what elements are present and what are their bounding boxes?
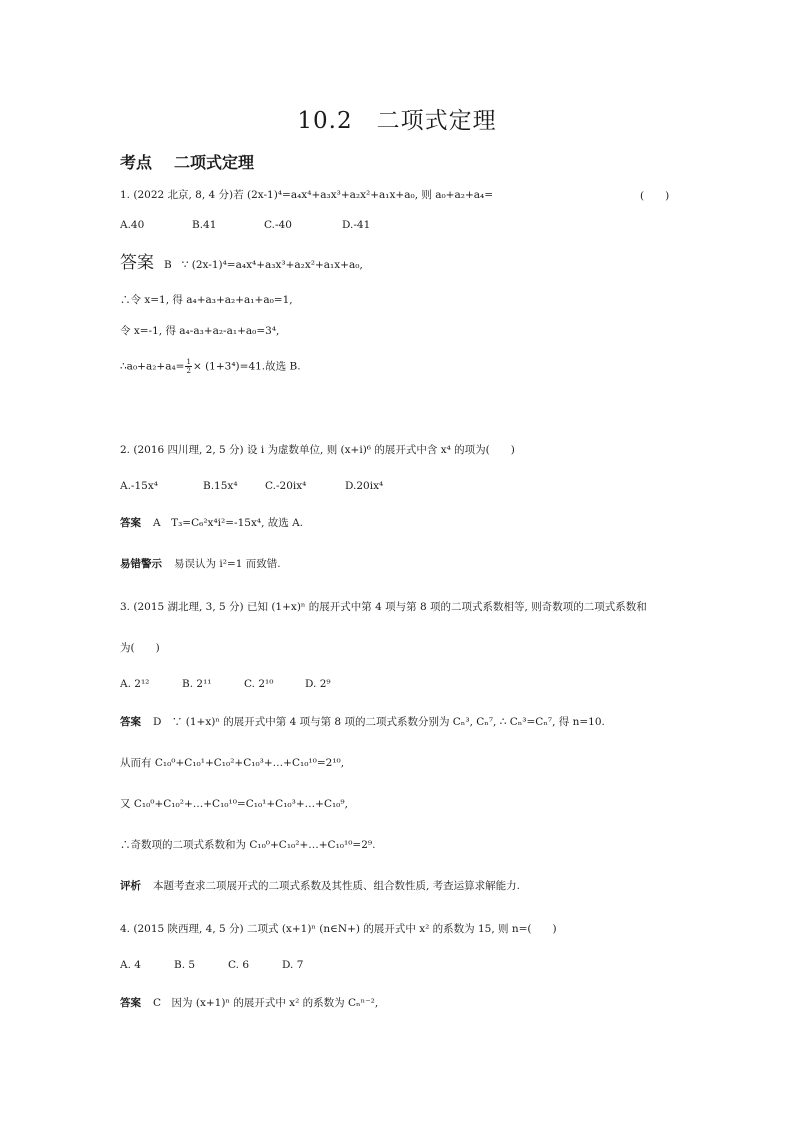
- q1-options: [120, 219, 370, 231]
- q1-answer-paren: ( ): [640, 190, 670, 202]
- q2-answer-label: 答案: [120, 517, 141, 529]
- q3-answer-label: 答案: [120, 716, 141, 728]
- q1-solution-line3: 令 x=-1, 得 a₄-a₃+a₂-a₁+a₀=3⁴,: [120, 325, 280, 337]
- q4-options: [120, 959, 303, 971]
- q3-comment-text: 本题考查求二项展开式的二项式系数及其性质、组合数性质, 考查运算求解能力.: [153, 880, 521, 892]
- fraction-numerator: 1: [186, 358, 191, 366]
- q3-option-b: B. 2¹¹: [182, 678, 212, 690]
- q2-option-a: A.-15x⁴: [120, 480, 158, 492]
- q2-note-label: 易错警示: [120, 558, 162, 570]
- q1-solution-line1: ∵ (2x-1)⁴=a₄x⁴+a₃x³+a₂x²+a₁x+a₀,: [181, 259, 363, 271]
- q4-answer-text: C 因为 (x+1)ⁿ 的展开式中 x² 的系数为 Cₙⁿ⁻²,: [153, 997, 379, 1009]
- section-topic: 二项式定理: [174, 153, 255, 172]
- q2-answer: [120, 516, 303, 530]
- fraction-denominator: 2: [186, 367, 191, 375]
- q2-answer-text: A T₃=C₆²x⁴i²=-15x⁴, 故选 A.: [153, 517, 304, 529]
- q2-options: [120, 480, 383, 492]
- q1-answer-letter: B: [164, 259, 172, 271]
- q4-option-a: A. 4: [120, 959, 141, 971]
- q3-answer: [120, 715, 605, 729]
- q1-option-d: D.-41: [342, 219, 371, 231]
- page-title: 10.2 二项式定理: [297, 108, 497, 134]
- q1-solution-line4: [120, 358, 301, 375]
- q4-question: 4. (2015 陕西理, 4, 5 分) 二项式 (x+1)ⁿ (n∈N+) 的展开式中 x² 的系数为 15, 则 n=( ): [120, 923, 557, 935]
- q3-answer-text: D ∵ (1+x)ⁿ 的展开式中第 4 项与第 8 项的二项式系数分别为 Cₙ³, Cₙ⁷, ∴ Cₙ³=Cₙ⁷, 得 n=10.: [153, 716, 605, 728]
- q3-solution-line2: 从而有 C₁₀⁰+C₁₀¹+C₁₀²+C₁₀³+…+C₁₀¹⁰=2¹⁰,: [120, 757, 345, 769]
- q2-question: 2. (2016 四川理, 2, 5 分) 设 i 为虚数单位, 则 (x+i)⁶ 的展开式中含 x⁴ 的项为( ): [120, 444, 515, 456]
- q1-question: 1. (2022 北京, 8, 4 分)若 (2x-1)⁴=a₄x⁴+a₃x³+a₂x²+a₁x+a₀, 则 a₀+a₂+a₄=: [120, 189, 494, 201]
- q1-answer: [120, 253, 363, 273]
- q3-option-a: A. 2¹²: [120, 678, 150, 690]
- q4-answer-label: 答案: [120, 997, 141, 1009]
- q1-option-c: C.-40: [264, 219, 292, 231]
- q1-option-a: A.40: [120, 219, 145, 231]
- q1-option-b: B.41: [192, 219, 217, 231]
- q1-solution-line2: ∴令 x=1, 得 a₄+a₃+a₂+a₁+a₀=1,: [120, 294, 293, 306]
- section-label: 考点: [120, 153, 153, 172]
- q2-option-b: B.15x⁴: [203, 480, 238, 492]
- q3-question-line1: 3. (2015 湖北理, 3, 5 分) 已知 (1+x)ⁿ 的展开式中第 4 项与第 8 项的二项式系数相等, 则奇数项的二项式系数和: [120, 601, 647, 613]
- q3-solution-line3: 又 C₁₀⁰+C₁₀²+…+C₁₀¹⁰=C₁₀¹+C₁₀³+…+C₁₀⁹,: [120, 798, 348, 810]
- q3-option-c: C. 2¹⁰: [244, 678, 274, 690]
- one-half-fraction: [185, 358, 191, 375]
- q1-solution-line4-start: ∴a₀+a₂+a₄=: [120, 360, 185, 373]
- q3-option-d: D. 2⁹: [305, 678, 331, 690]
- q3-options: [120, 678, 331, 690]
- q2-note-text: 易误认为 i²=1 而致错.: [174, 558, 281, 570]
- q1-answer-label: 答案: [120, 253, 154, 273]
- q1-solution-line4-end: × (1+3⁴)=41.故选 B.: [192, 360, 301, 373]
- q4-option-c: C. 6: [228, 959, 250, 971]
- q4-answer: [120, 996, 378, 1010]
- q3-question-line2: 为( ): [120, 642, 160, 654]
- q3-solution-line4: ∴奇数项的二项式系数和为 C₁₀⁰+C₁₀²+…+C₁₀¹⁰=2⁹.: [120, 839, 376, 851]
- q4-option-d: D. 7: [282, 959, 304, 971]
- q2-option-d: D.20ix⁴: [345, 480, 384, 492]
- q4-option-b: B. 5: [174, 959, 196, 971]
- q2-option-c: C.-20ix⁴: [265, 480, 307, 492]
- q3-comment-label: 评析: [120, 880, 141, 892]
- q2-note: [120, 557, 281, 571]
- section-heading: [120, 150, 254, 173]
- q3-comment: [120, 879, 520, 893]
